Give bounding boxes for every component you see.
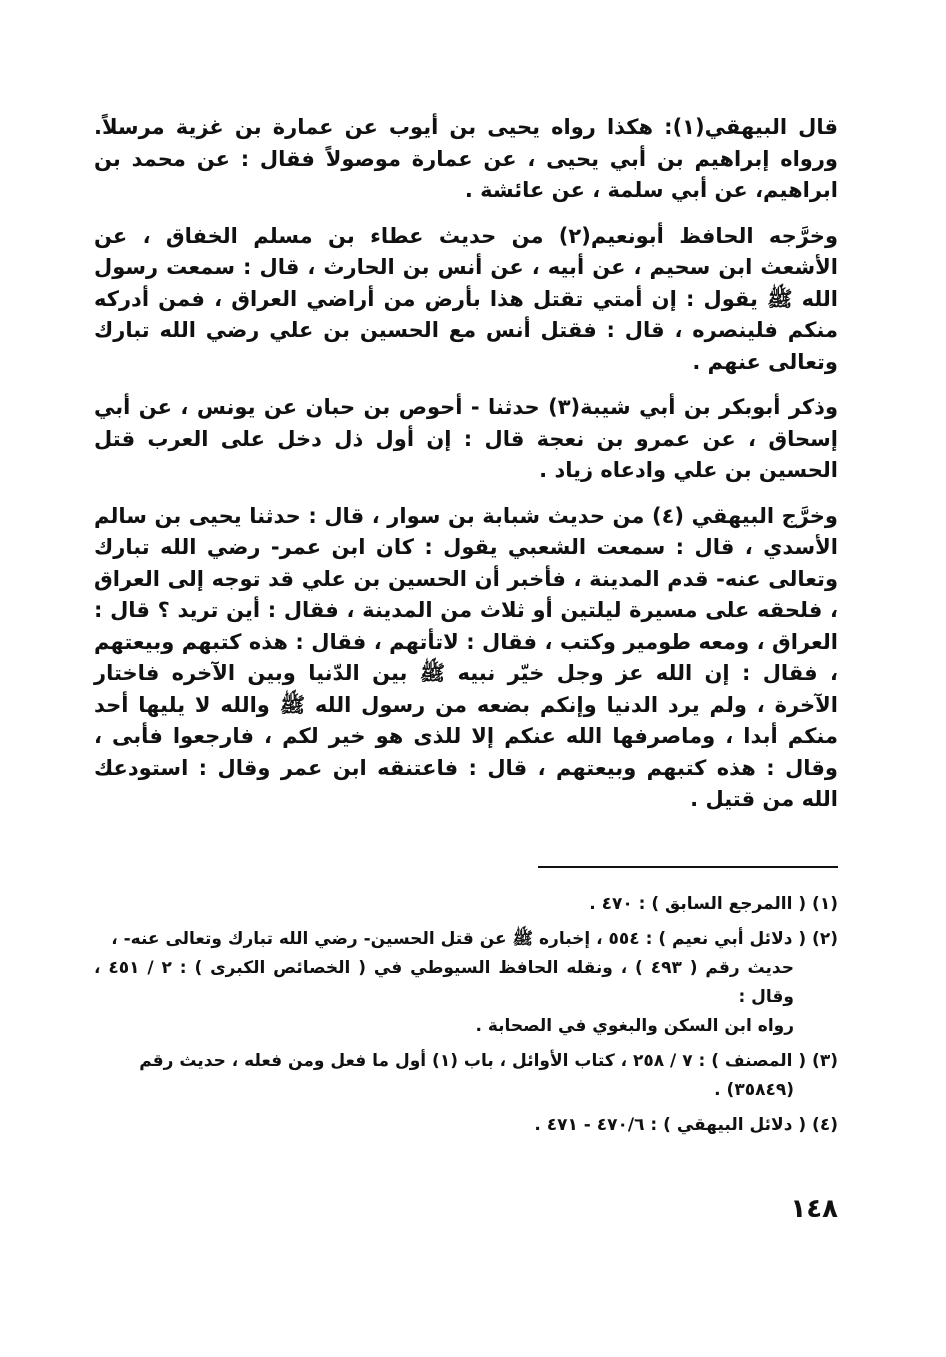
- main-text: [94, 112, 838, 830]
- footnote-text: (٢) ( دلائل أبي نعيم ) : ٥٥٤ ، إخباره ﷺ عن قتل الحسين- رضي الله تبارك وتعالى عنه- ،: [111, 929, 838, 949]
- footnotes: [94, 890, 838, 1146]
- footnote-text: (٣) ( المصنف ) : ٧ / ٢٥٨ ، كتاب الأوائل ، باب (١) أول ما فعل ومن فعله ، حديث رقم: [139, 1051, 838, 1071]
- paragraph-3: وذكر أبوبكر بن أبي شيبة(٣) حدثنا - أحوص بن حبان عن يونس ، عن أبي إسحاق ، عن عمرو بن نعجة قال : إن أول ذل دخل على العرب قتل الحسين بن علي وادعاه زياد .: [94, 395, 838, 482]
- footnote-continuation: (٣٥٨٤٩) .: [714, 1080, 794, 1100]
- footnote-4: [94, 1111, 838, 1140]
- footnote-continuation: حديث رقم ( ٤٩٣ ) ، ونقله الحافظ السيوطي في ( الخصائص الكبرى ) : ٢ / ٤٥١ ، وقال :: [94, 958, 794, 1007]
- footnote-divider: [538, 866, 838, 868]
- footnote-continuation: رواه ابن السكن والبغوي في الصحابة .: [475, 1016, 794, 1036]
- footnote-3: [94, 1047, 838, 1105]
- footnote-text: (١) ( االمرجع السابق ) : ٤٧٠ .: [589, 894, 838, 914]
- paragraph-2: وخرَّجه الحافظ أبونعيم(٢) من حديث عطاء بن مسلم الخفاق ، عن الأشعث ابن سحيم ، عن أبيه ، عن أنس بن الحارث ، قال : سمعت رسول الله ﷺ يقول : إن أمتي تقتل هذا بأرض من أراضي العراق ، فمن أدركه منكم فلينصره ، قال : فقتل أنس مع الحسين بن علي رضي الله تبارك وتعالى عنهم .: [94, 223, 838, 374]
- paragraph-4: وخرَّج البيهقي (٤) من حديث شبابة بن سوار ، قال : حدثنا يحيى بن سالم الأسدي ، قال : سمعت الشعبي يقول : كان ابن عمر- رضي الله تبارك وتعالى عنه- قدم المدينة ، فأخبر أن الحسين بن علي قد توجه إلى العراق ، فلحقه على مسيرة ليلتين أو ثلاث من المدينة ، فقال : أين تريد ؟ قال : العراق ، ومعه طومير وكتب ، فقال : لاتأتهم ، فقال : هذه كتبهم وبيعتهم ، فقال : إن الله عز وجل خيّر نبيه ﷺ بين الدّنيا وبين الآخره فاختار الآخرة ، ولم يرد الدنيا وإنكم بضعه من رسول الله ﷺ والله لا يليها أحد منكم أبدا ، وماصرفها الله عنكم إلا للذى هو خير لكم ، فارجعوا فأبى ، وقال : هذه كتبهم وبيعتهم ، قال : فاعتنقه ابن عمر وقال : استودعك الله من قتيل .: [94, 503, 838, 811]
- page-number: ١٤٨: [790, 1194, 838, 1224]
- footnote-text: (٤) ( دلائل البيهقي ) : ٤٧٠/٦ - ٤٧١ .: [534, 1115, 838, 1135]
- footnote-2: [94, 925, 838, 1041]
- footnote-1: [94, 890, 838, 919]
- paragraph-1: قال البيهقي(١): هكذا رواه يحيى بن أيوب عن عمارة بن غزية مرسلاً. ورواه إبراهيم بن أبي يحيى ، عن عمارة موصولاً فقال : عن محمد بن ابراهيم، عن أبي سلمة ، عن عائشة .: [94, 115, 838, 202]
